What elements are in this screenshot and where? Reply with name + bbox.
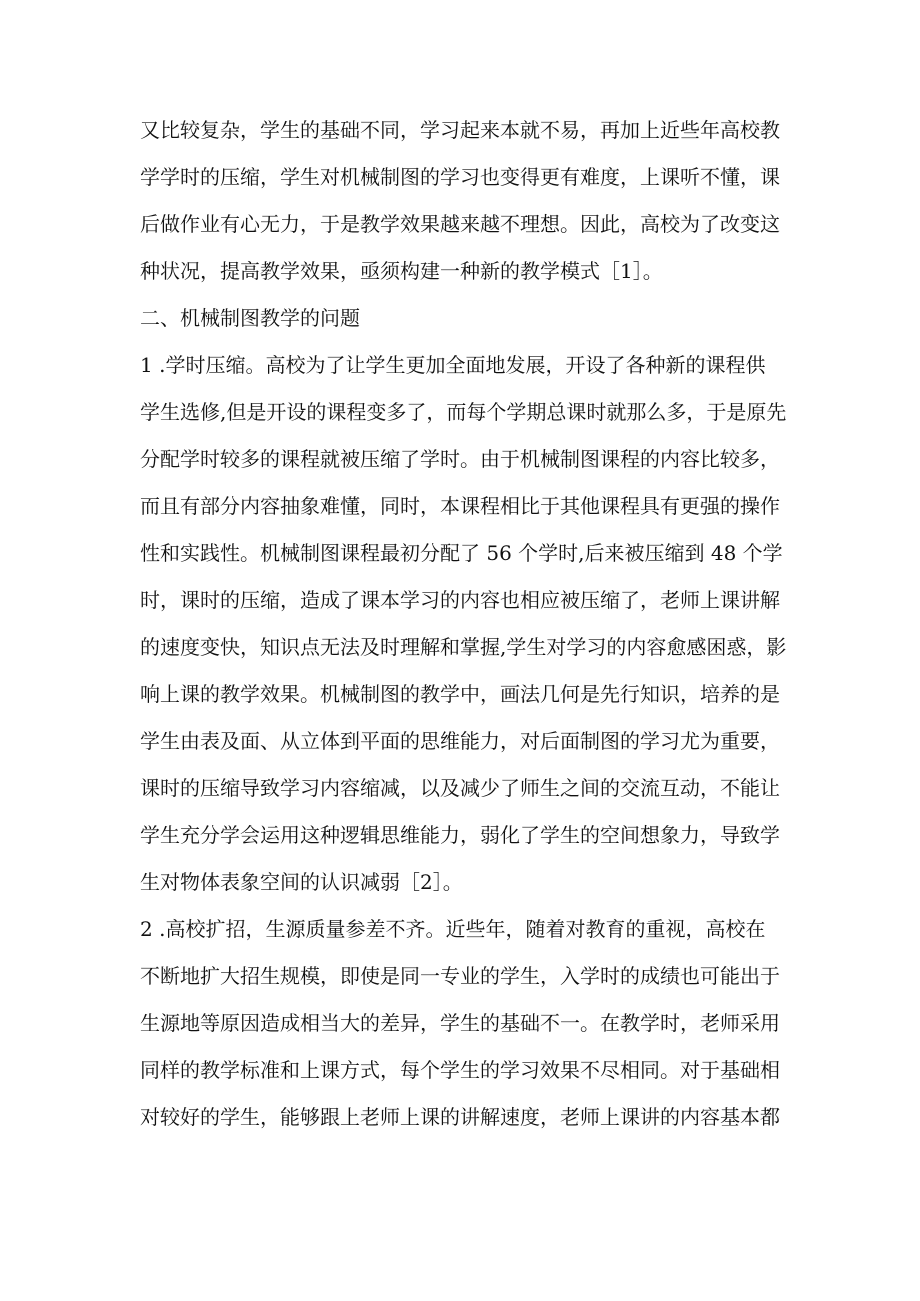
text-line: 2 .高校扩招，生源质量参差不齐。近些年，随着对教育的重视，高校在 — [140, 917, 766, 941]
text-line: 响上课的教学效果。机械制图的教学中，画法几何是先行知识，培养的是 — [140, 682, 780, 706]
text-line: 1 .学时压缩。高校为了让学生更加全面地发展，开设了各种新的课程供 — [140, 353, 766, 377]
paragraph-item-1 — [140, 342, 800, 906]
section-heading-text: 二、机械制图教学的问题 — [140, 306, 360, 330]
text-line: 而且有部分内容抽象难懂，同时，本课程相比于其他课程具有更强的操作 — [140, 494, 780, 518]
section-heading — [140, 295, 800, 342]
text-line: 生对物体表象空间的认识减弱［2］。 — [140, 870, 463, 894]
text-line: 性和实践性。机械制图课程最初分配了 56 个学时,后来被压缩到 48 个学 — [140, 541, 783, 565]
text-line: 后做作业有心无力，于是教学效果越来越不理想。因此，高校为了改变这 — [140, 212, 780, 236]
text-line: 分配学时较多的课程就被压缩了学时。由于机械制图课程的内容比较多， — [140, 447, 780, 471]
text-line: 同样的教学标准和上课方式，每个学生的学习效果不尽相同。对于基础相 — [140, 1058, 780, 1082]
text-line: 对较好的学生，能够跟上老师上课的讲解速度，老师上课讲的内容基本都 — [140, 1105, 780, 1129]
text-line: 学生选修,但是开设的课程变多了，而每个学期总课时就那么多，于是原先 — [140, 400, 787, 424]
text-line: 学生由表及面、从立体到平面的思维能力，对后面制图的学习尤为重要， — [140, 729, 780, 753]
text-line: 的速度变快，知识点无法及时理解和掌握,学生对学习的内容愈感困惑，影 — [140, 635, 787, 659]
text-line: 学生充分学会运用这种逻辑思维能力，弱化了学生的空间想象力，导致学 — [140, 823, 780, 847]
text-line: 又比较复杂，学生的基础不同，学习起来本就不易，再加上近些年高校教 — [140, 118, 780, 142]
text-line: 课时的压缩导致学习内容缩减，以及减少了师生之间的交流互动，不能让 — [140, 776, 780, 800]
text-line: 生源地等原因造成相当大的差异，学生的基础不一。在教学时，老师采用 — [140, 1011, 780, 1035]
text-line: 不断地扩大招生规模，即使是同一专业的学生，入学时的成绩也可能出于 — [140, 964, 780, 988]
paragraph-intro-continuation — [140, 107, 800, 295]
paragraph-item-2 — [140, 906, 800, 1141]
text-line: 种状况，提高教学效果，亟须构建一种新的教学模式［1］。 — [140, 259, 663, 283]
text-line: 时，课时的压缩，造成了课本学习的内容也相应被压缩了，老师上课讲解 — [140, 588, 780, 612]
text-line: 学学时的压缩，学生对机械制图的学习也变得更有难度，上课听不懂，课 — [140, 165, 780, 189]
